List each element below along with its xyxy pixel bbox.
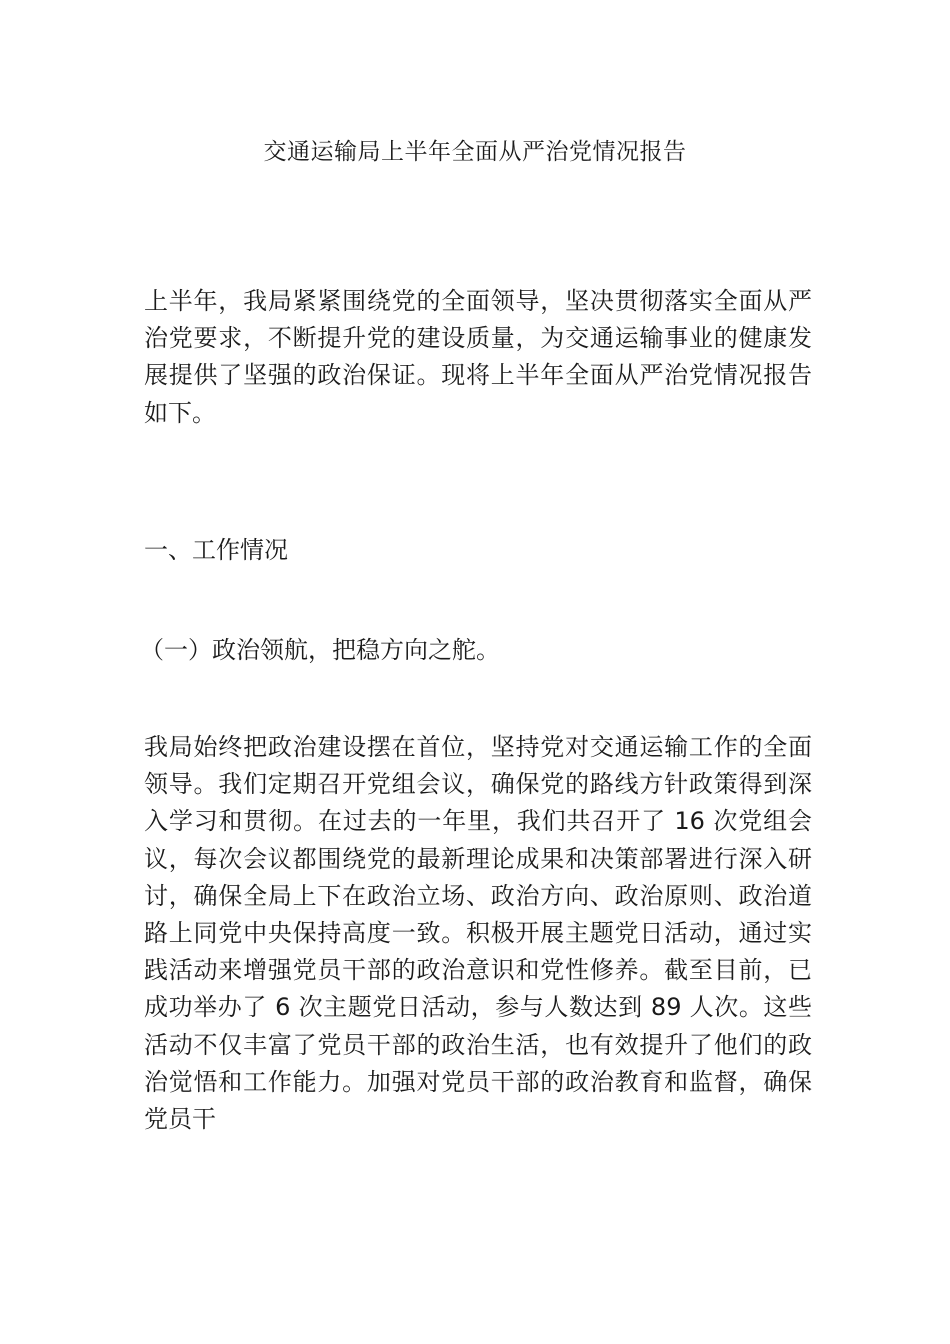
intro-paragraph: 上半年，我局紧紧围绕党的全面领导，坚决贯彻落实全面从严治党要求，不断提升党的建设质量，为交通运输事业的健康发展提供了坚强的政治保证。现将上半年全面从严治党情况报告如下。 <box>144 287 812 427</box>
section-heading: 一、工作情况 <box>144 536 288 564</box>
document-title: 交通运输局上半年全面从严治党情况报告 <box>263 139 687 165</box>
subsection-heading: （一）政治领航，把稳方向之舵。 <box>140 636 500 664</box>
body-paragraph: 我局始终把政治建设摆在首位，坚持党对交通运输工作的全面领导。我们定期召开党组会议，确保党的路线方针政策得到深入学习和贯彻。在过去的一年里，我们共召开了 16 次党组会议，每次会议都围绕党的最新理论成果和决策部署进行深入研讨，确保全局上下在政治立场、政治方向、政治原则、政治道路上同党中央保持高度一致。积极开展主题党日活动，通过实践活动来增强党员干部的政治意识和党性修养。截至目前，已成功举办了 6 次主题党日活动，参与人数达到 89 人次。这些活动不仅丰富了党员干部的政治生活，也有效提升了他们的政治觉悟和工作能力。加强对党员干部的政治教育和监督，确保党员干 <box>144 733 812 1134</box>
